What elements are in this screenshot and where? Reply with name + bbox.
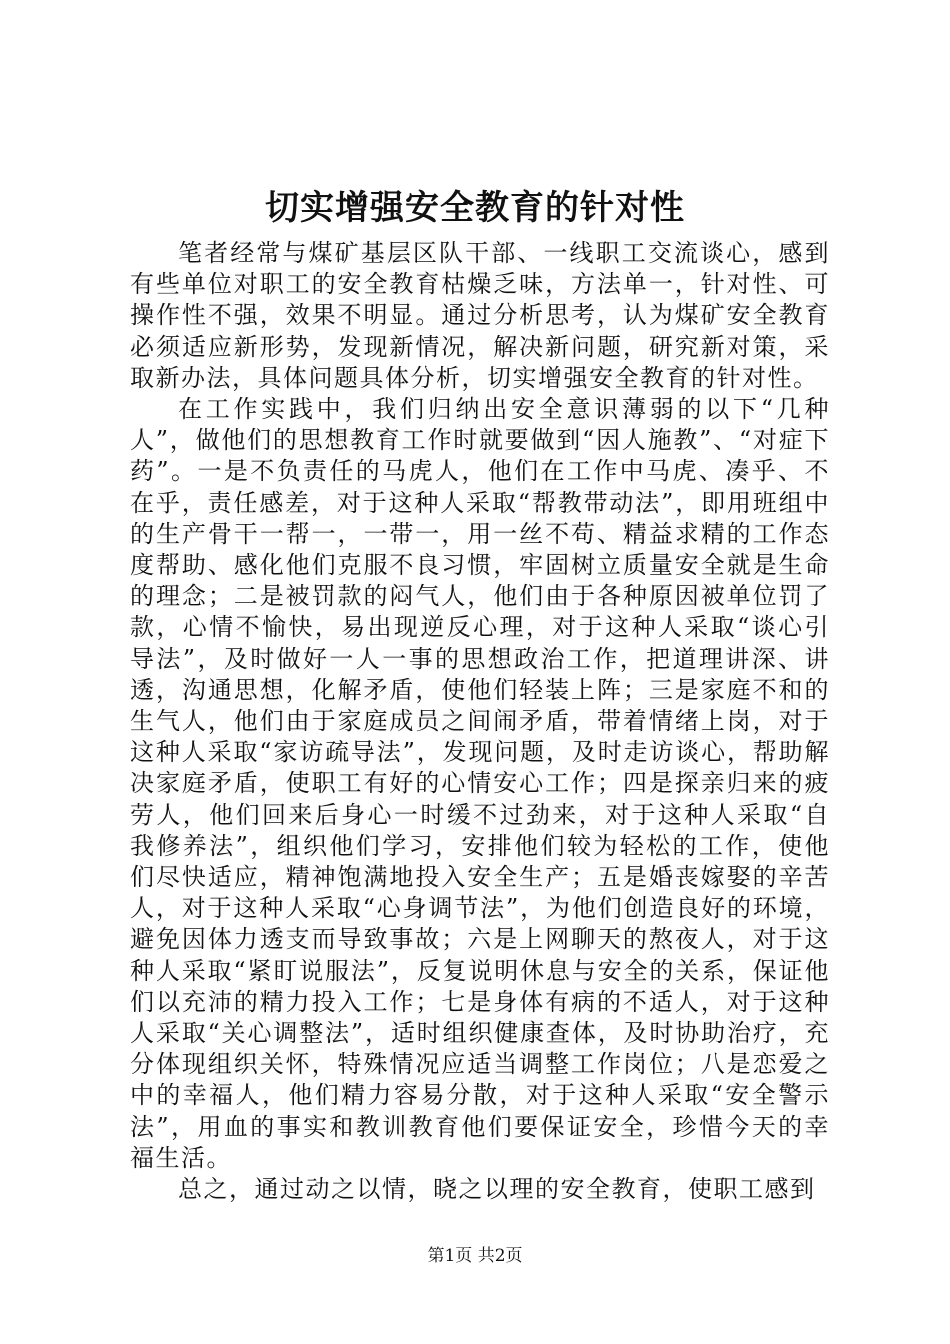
page-footer: 第1页 共2页 (427, 1246, 523, 1266)
paragraph-conclusion: 总之，通过动之以情，晓之以理的安全教育，使职工感到 (178, 1175, 816, 1204)
paragraph-main: 在工作实践中，我们归纳出安全意识薄弱的以下“几种人”，做他们的思想教育工作时就要做到“因人施教”、“对症下药”。一是不负责任的马虎人，他们在工作中马虎、凑乎、不在乎，责任感差，对于这种人采取“帮教带动法”，即用班组中的生产骨干一帮一，一带一，用一丝不苟、精益求精的工作态度帮助、感化他们克服不良习惯，牢固树立质量安全就是生命的理念；二是被罚款的闷气人，他们由于各种原因被单位罚了款，心情不愉快，易出现逆反心理，对于这种人采取“谈心引导法”，及时做好一人一事的思想政治工作，把道理讲深、讲透，沟通思想，化解矛盾，使他们轻装上阵；三是家庭不和的生气人，他们由于家庭成员之间闹矛盾，带着情绪上岗，对于这种人采取“家访疏导法”，发现问题，及时走访谈心，帮助解决家庭矛盾，使职工有好的心情安心工作；四是探亲归来的疲劳人，他们回来后身心一时缓不过劲来，对于这种人采取“自我修养法”，组织他们学习，安排他们较为轻松的工作，使他们尽快适应，精神饱满地投入安全生产；五是婚丧嫁娶的辛苦人，对于这种人采取“心身调节法”，为他们创造良好的环境，避免因体力透支而导致事故；六是上网聊天的熬夜人，对于这种人采取“紧盯说服法”，反复说明休息与安全的关系，保证他们以充沛的精力投入工作；七是身体有病的不适人，对于这种人采取“关心调整法”，适时组织健康查体，及时协助治疗，充分体现组织关怀，特殊情况应适当调整工作岗位；八是恋爱之中的幸福人，他们精力容易分散，对于这种人采取“安全警示法”，用血的事实和教训教育他们要保证安全，珍惜今天的幸福生活。 (130, 395, 830, 1172)
paragraph-intro: 笔者经常与煤矿基层区队干部、一线职工交流谈心，感到有些单位对职工的安全教育枯燥乏味，方法单一，针对性、可操作性不强，效果不明显。通过分析思考，认为煤矿安全教育必须适应新形势，发现新情况，解决新问题，研究新对策，采取新办法，具体问题具体分析，切实增强安全教育的针对性。 (130, 239, 830, 392)
document-title: 切实增强安全教育的针对性 (265, 188, 685, 228)
document-body (130, 238, 830, 1205)
